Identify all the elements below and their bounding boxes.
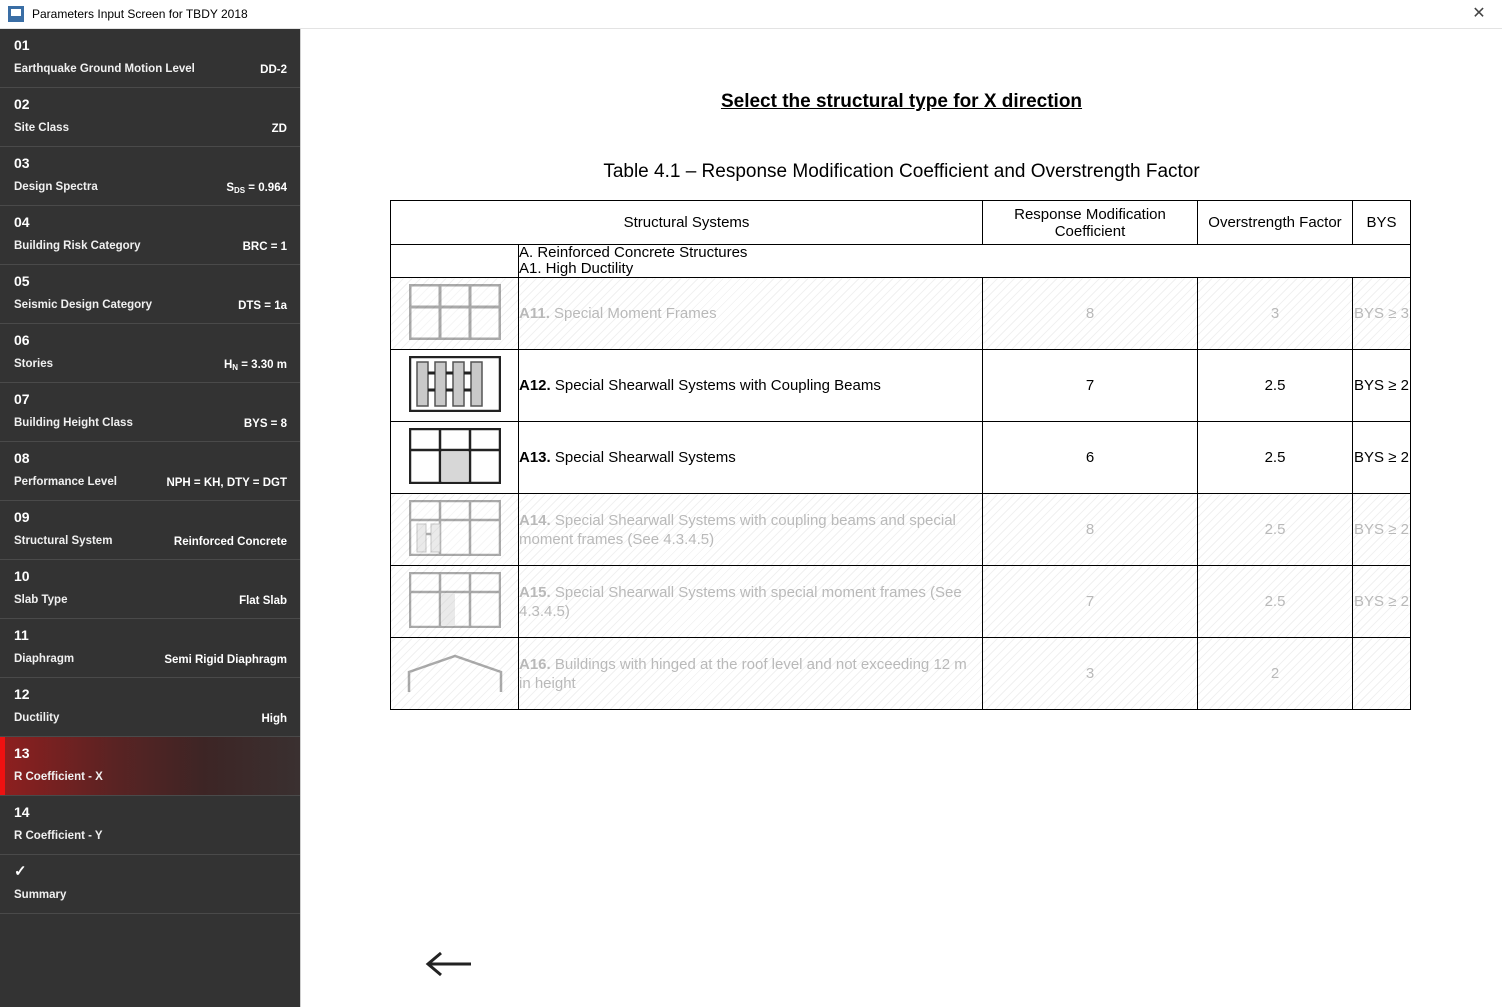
- sidebar-item-label: Seismic Design Category: [14, 299, 153, 311]
- header-bys: BYS: [1353, 201, 1411, 245]
- sidebar-item-04[interactable]: [0, 206, 300, 265]
- sidebar-item-10[interactable]: [0, 560, 300, 619]
- row-code: A16.: [519, 655, 551, 673]
- row-bys-value: BYS ≥ 3: [1353, 278, 1411, 350]
- coupled-shearwall-icon: [409, 356, 501, 416]
- row-text: Special Shearwall Systems: [550, 449, 736, 466]
- row-icon-cell: [391, 566, 519, 638]
- sidebar-item-number: 09: [14, 509, 30, 525]
- table-header-row: [391, 201, 1411, 245]
- row-code: A11.: [519, 305, 550, 322]
- row-r-value: 7: [983, 350, 1198, 422]
- row-code: A13.: [519, 449, 551, 466]
- dual-coupled-system-icon: [409, 500, 501, 560]
- table-row: [391, 638, 1411, 710]
- sidebar-item-value: Reinforced Concrete: [173, 536, 287, 548]
- sidebar-item-label: Slab Type: [14, 594, 68, 606]
- header-response-modification: Response Modification Coefficient: [983, 201, 1198, 245]
- row-d-value: 2.5: [1198, 422, 1353, 494]
- row-d-value: 2.5: [1198, 350, 1353, 422]
- sidebar: [0, 29, 301, 1007]
- sidebar-item-label: Structural System: [14, 535, 113, 547]
- row-text: Special Shearwall Systems with coupling beams and special moment frames (See 4.3.4.5): [519, 511, 956, 548]
- sidebar-item-label: Diaphragm: [14, 653, 75, 665]
- row-bys-value: BYS ≥ 2: [1353, 422, 1411, 494]
- sidebar-item-03[interactable]: [0, 147, 300, 206]
- sidebar-item-13[interactable]: [0, 737, 300, 796]
- table-row: [391, 494, 1411, 566]
- main-panel: [301, 29, 1502, 1007]
- row-code: A12.: [519, 377, 551, 394]
- sidebar-item-label: R Coefficient - Y: [14, 830, 103, 842]
- sidebar-item-11[interactable]: [0, 619, 300, 678]
- table-caption: Table 4.1 – Response Modification Coefficient and Overstrength Factor: [603, 161, 1200, 182]
- row-text: Special Shearwall Systems with Coupling Beams: [550, 377, 881, 394]
- sidebar-item-07[interactable]: [0, 383, 300, 442]
- sidebar-item-value: $H_N = 3.30$ m: [223, 359, 287, 372]
- row-code: A15.: [519, 583, 551, 601]
- sidebar-item-label: Summary: [14, 889, 67, 901]
- sidebar-item-value: High: [261, 713, 287, 725]
- sidebar-item-12[interactable]: [0, 678, 300, 737]
- sidebar-item-06[interactable]: [0, 324, 300, 383]
- row-bys-value: BYS ≥ 2: [1353, 494, 1411, 566]
- row-icon-cell: [391, 350, 519, 422]
- group-heading-line2: A1. High Ductility: [519, 260, 634, 277]
- sidebar-item-label: Ductility: [14, 712, 60, 724]
- sidebar-item-value: $S_{DS} = 0.964$: [226, 182, 287, 195]
- row-d-value: 2.5: [1198, 566, 1353, 638]
- sidebar-item-09[interactable]: [0, 501, 300, 560]
- sidebar-item-number: 05: [14, 273, 30, 289]
- row-description: [519, 566, 983, 638]
- sidebar-item-label: Earthquake Ground Motion Level: [14, 63, 195, 75]
- sidebar-item-label: Performance Level: [14, 476, 117, 488]
- check-icon: ✓: [14, 863, 27, 880]
- row-bys-value: [1353, 638, 1411, 710]
- sidebar-item-number: 01: [14, 37, 30, 53]
- row-icon-cell: [391, 278, 519, 350]
- sidebar-item-value: BYS = 8: [243, 418, 287, 430]
- row-r-value: 6: [983, 422, 1198, 494]
- moment-frame-icon: [409, 284, 501, 344]
- sidebar-item-01[interactable]: [0, 29, 300, 88]
- sidebar-item-number: 11: [14, 627, 29, 643]
- table-row[interactable]: [391, 422, 1411, 494]
- sidebar-item-number: 14: [14, 804, 30, 820]
- sidebar-item-label: Stories: [14, 358, 53, 370]
- sidebar-item-value: BRC = 1: [242, 241, 287, 253]
- title-bar: [0, 0, 1502, 29]
- row-r-value: 8: [983, 278, 1198, 350]
- row-code: A14.: [519, 511, 551, 529]
- sidebar-item-number: 07: [14, 391, 30, 407]
- sidebar-item-number: 13: [14, 745, 30, 761]
- sidebar-filler: [0, 914, 300, 1007]
- sidebar-item-number: 03: [14, 155, 30, 171]
- table-row: [391, 278, 1411, 350]
- sidebar-item-02[interactable]: [0, 88, 300, 147]
- header-structural-systems: Structural Systems: [391, 201, 983, 245]
- sidebar-item-label: Design Spectra: [14, 181, 98, 193]
- sidebar-item-label: Building Risk Category: [14, 240, 141, 252]
- back-arrow-icon: [423, 948, 473, 980]
- hinged-roof-icon: [405, 650, 505, 698]
- shearwall-icon: [409, 428, 501, 488]
- row-icon-cell: [391, 422, 519, 494]
- group-heading: [519, 245, 1411, 278]
- row-description: [519, 422, 983, 494]
- sidebar-item-summary[interactable]: [0, 855, 300, 914]
- sidebar-item-number: 06: [14, 332, 30, 348]
- sidebar-item-number: 10: [14, 568, 30, 584]
- sidebar-item-08[interactable]: [0, 442, 300, 501]
- row-r-value: 3: [983, 638, 1198, 710]
- sidebar-item-label: Site Class: [14, 122, 69, 134]
- sidebar-item-05[interactable]: [0, 265, 300, 324]
- sidebar-item-value: Flat Slab: [239, 595, 287, 607]
- page-title: Select the structural type for X direction: [720, 91, 1083, 112]
- row-text: Buildings with hinged at the roof level and not exceeding 12 m in height: [519, 655, 967, 692]
- row-icon-cell: [391, 494, 519, 566]
- row-text: Special Moment Frames: [549, 305, 717, 322]
- row-d-value: 3: [1198, 278, 1353, 350]
- row-bys-value: BYS ≥ 2: [1353, 566, 1411, 638]
- row-description: [519, 638, 983, 710]
- sidebar-item-value: ZD: [271, 123, 287, 135]
- header-overstrength: Overstrength Factor: [1198, 201, 1353, 245]
- row-bys-value: BYS ≥ 2: [1353, 350, 1411, 422]
- row-description: [519, 350, 983, 422]
- sidebar-item-label: R Coefficient - X: [14, 771, 103, 783]
- sidebar-item-number: 12: [14, 686, 30, 702]
- row-d-value: 2.5: [1198, 494, 1353, 566]
- sidebar-item-14[interactable]: [0, 796, 300, 855]
- row-description: [519, 494, 983, 566]
- sidebar-item-value: DTS = 1a: [238, 300, 287, 312]
- window-title: Parameters Input Screen for TBDY 2018: [32, 7, 248, 21]
- table-row: [391, 566, 1411, 638]
- group-heading-line1: A. Reinforced Concrete Structures: [519, 244, 748, 261]
- table-row[interactable]: [391, 350, 1411, 422]
- dual-system-icon: [409, 572, 501, 632]
- row-d-value: 2: [1198, 638, 1353, 710]
- sidebar-item-number: 04: [14, 214, 30, 230]
- sidebar-item-value: Semi Rigid Diaphragm: [164, 654, 287, 666]
- sidebar-item-number: 08: [14, 450, 30, 466]
- row-text: Special Shearwall Systems with special moment frames (See 4.3.4.5): [519, 583, 962, 620]
- sidebar-item-number: 02: [14, 96, 30, 112]
- back-button[interactable]: [421, 944, 475, 984]
- row-description: [519, 278, 983, 350]
- sidebar-item-label: Building Height Class: [14, 417, 133, 429]
- structural-systems-table: [390, 200, 1410, 710]
- app-icon: [8, 6, 24, 22]
- table-group-row: [391, 245, 1411, 278]
- row-icon-cell: [391, 638, 519, 710]
- group-icon-spacer: [391, 245, 519, 278]
- sidebar-item-value: DD-2: [260, 64, 287, 76]
- row-r-value: 7: [983, 566, 1198, 638]
- row-r-value: 8: [983, 494, 1198, 566]
- sidebar-item-value: NPH = KH, DTY = DGT: [166, 477, 287, 489]
- close-icon[interactable]: ✕: [1472, 5, 1486, 22]
